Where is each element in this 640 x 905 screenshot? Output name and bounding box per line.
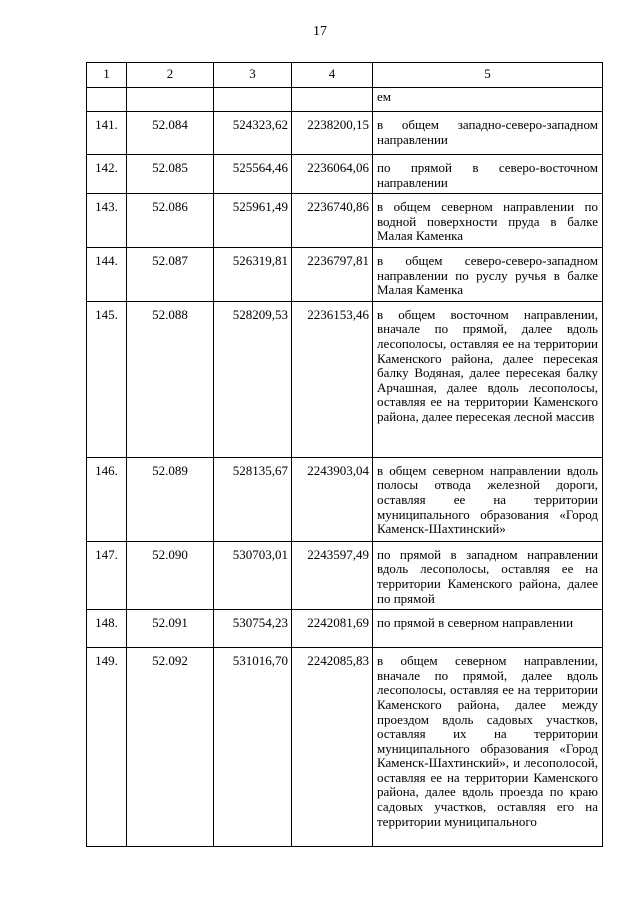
- point-code: 52.085: [127, 155, 214, 194]
- coord-y: 2236740,86: [292, 194, 373, 248]
- coord-x: 530754,23: [214, 610, 292, 648]
- header-col-5: 5: [373, 63, 603, 88]
- coord-y: 2236064,06: [292, 155, 373, 194]
- point-code: 52.091: [127, 610, 214, 648]
- empty-cell: [127, 88, 214, 112]
- coord-x: 526319,81: [214, 247, 292, 301]
- coord-y: 2238200,15: [292, 112, 373, 155]
- coord-y: 2236153,46: [292, 301, 373, 457]
- row-number: 146.: [87, 457, 127, 541]
- point-code: 52.088: [127, 301, 214, 457]
- point-code: 52.084: [127, 112, 214, 155]
- header-row: [87, 63, 603, 88]
- table-row: [87, 301, 603, 457]
- direction-description: в общем западно-северо-западном направлении: [373, 112, 603, 155]
- direction-description: в общем северном направлении, вначале по прямой, далее вдоль лесополосы, оставляя ее на территории Каменского района, далее между проездом вдоль садовых участков, оставляя их на территории муниципального образования «Город Каменск-Шахтинский», и лесополосой, оставляя ее на территории Каменского района, далее вдоль проезда по краю садовых участков, оставляя его на территории муниципального: [373, 648, 603, 847]
- coord-y: 2243903,04: [292, 457, 373, 541]
- empty-cell: [292, 88, 373, 112]
- row-number: 141.: [87, 112, 127, 155]
- continuation-row: [87, 88, 603, 112]
- point-code: 52.092: [127, 648, 214, 847]
- row-number: 145.: [87, 301, 127, 457]
- point-code: 52.090: [127, 541, 214, 609]
- row-number: 149.: [87, 648, 127, 847]
- direction-description: в общем восточном направлении, вначале по прямой, далее вдоль лесополосы, оставляя ее на территории Каменского района, далее пересекая балку Водяная, далее пересекая балку Арчашная, далее вдоль лесополосы, оставляя ее на территории Каменского района, далее пересекая лесной массив: [373, 301, 603, 457]
- coord-x: 528135,67: [214, 457, 292, 541]
- table-row: [87, 610, 603, 648]
- row-number: 147.: [87, 541, 127, 609]
- continuation-text: ем: [373, 88, 603, 112]
- page-number: 17: [313, 24, 327, 39]
- empty-cell: [87, 88, 127, 112]
- row-number: 143.: [87, 194, 127, 248]
- coord-x: 531016,70: [214, 648, 292, 847]
- point-code: 52.089: [127, 457, 214, 541]
- table-row: [87, 112, 603, 155]
- direction-description: в общем северном направлении вдоль полосы отвода железной дороги, оставляя ее на территории муниципального образования «Город Каменск-Шахтинский»: [373, 457, 603, 541]
- coord-x: 525564,46: [214, 155, 292, 194]
- table-row: [87, 541, 603, 609]
- coord-y: 2242081,69: [292, 610, 373, 648]
- coord-y: 2242085,83: [292, 648, 373, 847]
- table-row: [87, 155, 603, 194]
- coord-x: 528209,53: [214, 301, 292, 457]
- table-row: [87, 457, 603, 541]
- table-row: [87, 648, 603, 847]
- header-col-4: 4: [292, 63, 373, 88]
- coord-x: 524323,62: [214, 112, 292, 155]
- row-number: 142.: [87, 155, 127, 194]
- coord-x: 530703,01: [214, 541, 292, 609]
- table-row: [87, 194, 603, 248]
- point-code: 52.086: [127, 194, 214, 248]
- table-row: [87, 247, 603, 301]
- row-number: 144.: [87, 247, 127, 301]
- point-code: 52.087: [127, 247, 214, 301]
- coord-y: 2236797,81: [292, 247, 373, 301]
- header-col-1: 1: [87, 63, 127, 88]
- coord-y: 2243597,49: [292, 541, 373, 609]
- row-number: 148.: [87, 610, 127, 648]
- direction-description: по прямой в северном направлении: [373, 610, 603, 648]
- direction-description: по прямой в северо-восточном направлении: [373, 155, 603, 194]
- empty-cell: [214, 88, 292, 112]
- header-col-2: 2: [127, 63, 214, 88]
- coord-x: 525961,49: [214, 194, 292, 248]
- header-col-3: 3: [214, 63, 292, 88]
- direction-description: в общем северо-северо-западном направлении по руслу ручья в балке Малая Каменка: [373, 247, 603, 301]
- direction-description: в общем северном направлении по водной поверхности пруда в балке Малая Каменка: [373, 194, 603, 248]
- direction-description: по прямой в западном направлении вдоль лесополосы, оставляя ее на территории Каменского района, далее по прямой: [373, 541, 603, 609]
- boundary-table: [86, 62, 603, 847]
